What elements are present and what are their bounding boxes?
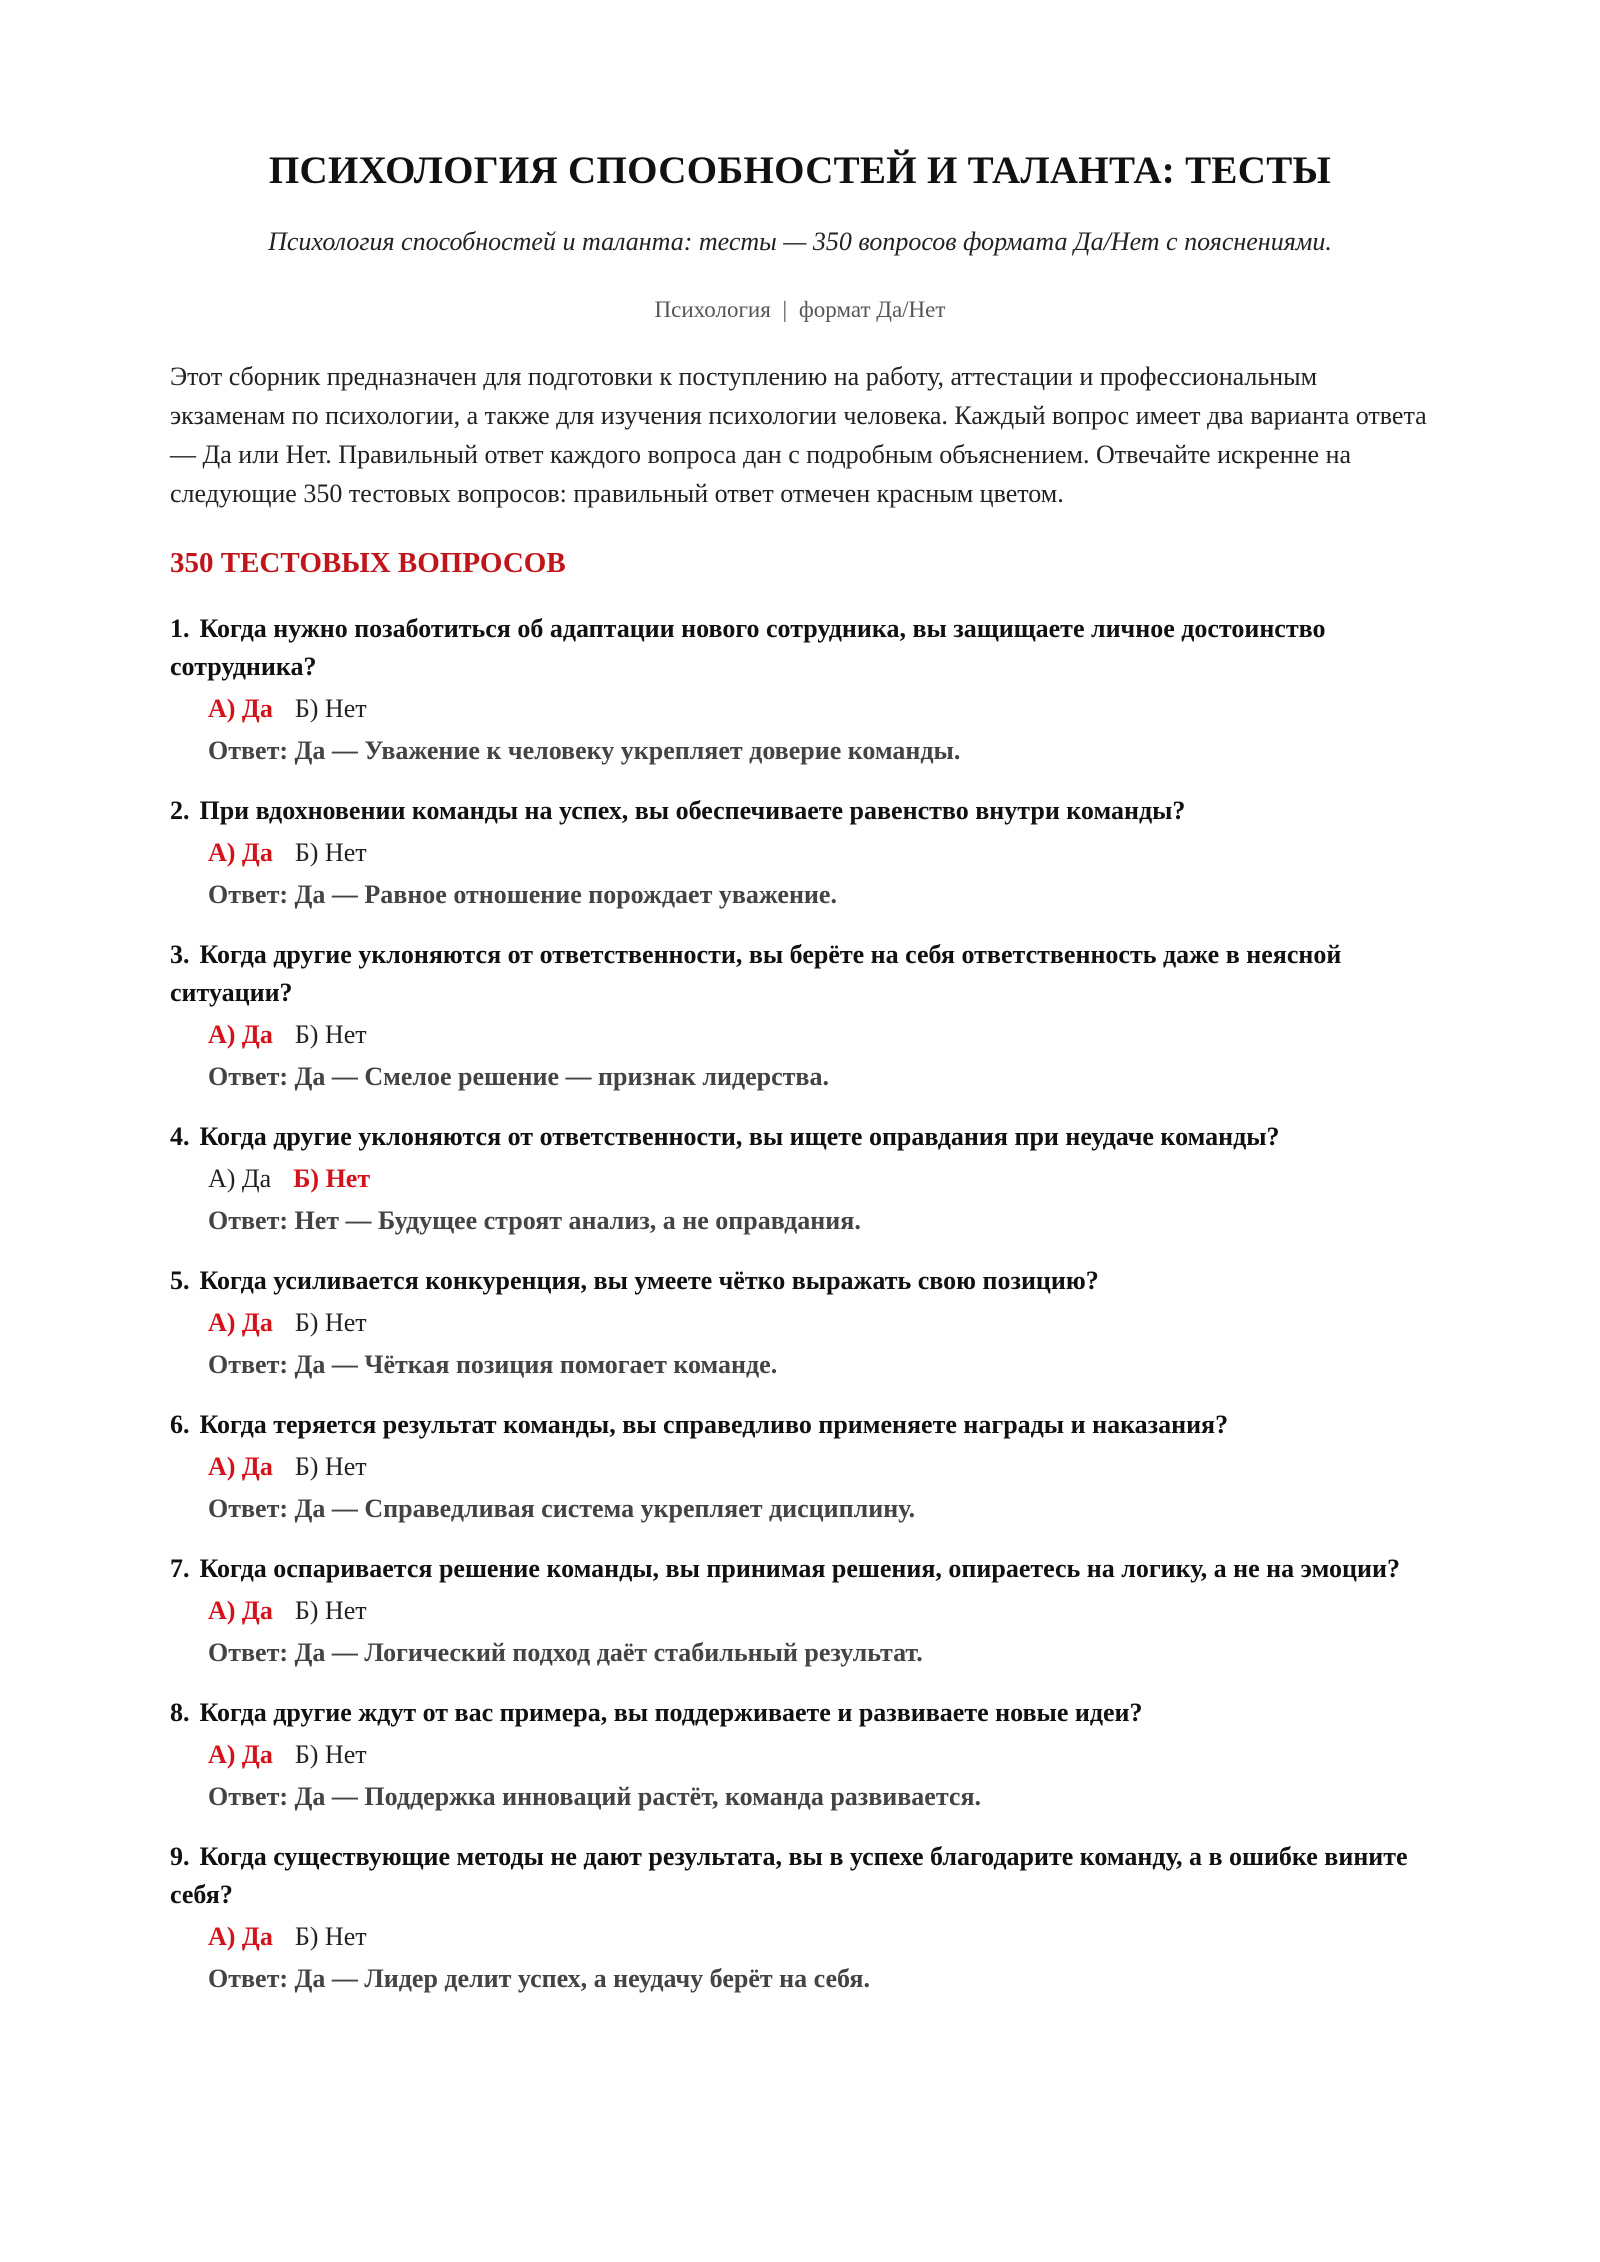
option-yes: А) Да (208, 1164, 272, 1193)
question-number: 4. (170, 1122, 190, 1151)
question-item (170, 1550, 1430, 1672)
option-no: Б) Нет (294, 694, 367, 723)
question-text: Когда нужно позаботиться об адаптации нового сотрудника, вы защищаете личное достоинство сотрудника? (170, 614, 1326, 681)
option-yes: А) Да (208, 1596, 273, 1625)
question-text-line (170, 610, 1430, 686)
question-text-line (170, 936, 1430, 1012)
option-yes: А) Да (208, 1922, 273, 1951)
question-item (170, 1694, 1430, 1816)
question-item (170, 936, 1430, 1096)
answer-options (170, 1304, 1430, 1342)
question-text-line (170, 1838, 1430, 1914)
question-list (170, 610, 1430, 1998)
question-text: Когда существующие методы не дают результата, вы в успехе благодарите команду, а в ошибке вините себя? (170, 1842, 1408, 1909)
document-meta (170, 297, 1430, 323)
section-heading: 350 ТЕСТОВЫХ ВОПРОСОВ (170, 547, 566, 579)
document-subtitle: Психология способностей и таланта: тесты — 350 вопросов формата Да/Нет с пояснениями. (268, 227, 1332, 256)
question-text: Когда другие уклоняются от ответственности, вы ищете оправдания при неудаче команды? (199, 1122, 1280, 1151)
meta-format: формат Да/Нет (798, 297, 946, 322)
question-number: 6. (170, 1410, 190, 1439)
question-number: 7. (170, 1554, 190, 1583)
question-text: Когда другие уклоняются от ответственности, вы берёте на себя ответственность даже в неясной ситуации? (170, 940, 1342, 1007)
meta-category: Психология (654, 297, 771, 322)
question-item (170, 792, 1430, 914)
question-text: Когда теряется результат команды, вы справедливо применяете награды и наказания? (199, 1410, 1229, 1439)
option-yes: А) Да (208, 838, 273, 867)
answer-options (170, 834, 1430, 872)
question-text-line (170, 792, 1430, 830)
question-text: Когда усиливается конкуренция, вы умеете чётко выражать свою позицию? (199, 1266, 1099, 1295)
question-text-line (170, 1118, 1430, 1156)
answer-options (170, 1448, 1430, 1486)
question-item (170, 1118, 1430, 1240)
answer-options (170, 1736, 1430, 1774)
option-no: Б) Нет (294, 1452, 367, 1481)
answer-explanation: Ответ: Да — Смелое решение — признак лидерства. (208, 1062, 829, 1091)
question-item (170, 1838, 1430, 1998)
intro-paragraph: Этот сборник предназначен для подготовки к поступлению на работу, аттестации и профессиональным экзаменам по психологии, а также для изучения психологии человека. Каждый вопрос имеет два варианта ответа — Да или Нет. Правильный ответ каждого вопроса дан с подробным объяснением. Отвечайте искренне на следующие 350 тестовых вопросов: правильный ответ отмечен красным цветом. (170, 362, 1427, 508)
option-no: Б) Нет (294, 838, 367, 867)
meta-separator: | (782, 297, 788, 322)
question-text-line (170, 1550, 1430, 1588)
option-no: Б) Нет (293, 1164, 371, 1193)
option-yes: А) Да (208, 1020, 273, 1049)
answer-explanation: Ответ: Да — Уважение к человеку укрепляет доверие команды. (208, 736, 961, 765)
answer-explanation: Ответ: Да — Поддержка инноваций растёт, команда развивается. (208, 1782, 982, 1811)
option-yes: А) Да (208, 1740, 273, 1769)
answer-explanation: Ответ: Нет — Будущее строят анализ, а не оправдания. (208, 1206, 861, 1235)
answer-options (170, 1016, 1430, 1054)
answer-options (170, 690, 1430, 728)
question-number: 1. (170, 614, 190, 643)
answer-explanation: Ответ: Да — Лидер делит успех, а неудачу берёт на себя. (208, 1964, 870, 1993)
document-title: ПСИХОЛОГИЯ СПОСОБНОСТЕЙ И ТАЛАНТА: ТЕСТЫ (268, 149, 1332, 192)
question-number: 2. (170, 796, 190, 825)
option-no: Б) Нет (294, 1740, 367, 1769)
option-yes: А) Да (208, 1308, 273, 1337)
answer-explanation: Ответ: Да — Равное отношение порождает уважение. (208, 880, 837, 909)
question-item (170, 1262, 1430, 1384)
question-text: Когда оспаривается решение команды, вы принимая решения, опираетесь на логику, а не на эмоции? (199, 1554, 1400, 1583)
question-item (170, 1406, 1430, 1528)
option-no: Б) Нет (294, 1596, 367, 1625)
question-text: Когда другие ждут от вас примера, вы поддерживаете и развиваете новые идеи? (199, 1698, 1143, 1727)
question-item (170, 610, 1430, 770)
answer-options (170, 1918, 1430, 1956)
question-number: 8. (170, 1698, 190, 1727)
answer-explanation: Ответ: Да — Логический подход даёт стабильный результат. (208, 1638, 923, 1667)
question-text: При вдохновении команды на успех, вы обеспечиваете равенство внутри команды? (199, 796, 1186, 825)
question-number: 3. (170, 940, 190, 969)
question-text-line (170, 1262, 1430, 1300)
option-yes: А) Да (208, 1452, 273, 1481)
option-yes: А) Да (208, 694, 273, 723)
answer-options (170, 1160, 1430, 1198)
option-no: Б) Нет (294, 1308, 367, 1337)
answer-explanation: Ответ: Да — Справедливая система укрепляет дисциплину. (208, 1494, 916, 1523)
question-text-line (170, 1406, 1430, 1444)
option-no: Б) Нет (294, 1922, 367, 1951)
answer-explanation: Ответ: Да — Чёткая позиция помогает команде. (208, 1350, 778, 1379)
question-text-line (170, 1694, 1430, 1732)
answer-options (170, 1592, 1430, 1630)
question-number: 5. (170, 1266, 190, 1295)
question-number: 9. (170, 1842, 190, 1871)
option-no: Б) Нет (294, 1020, 367, 1049)
